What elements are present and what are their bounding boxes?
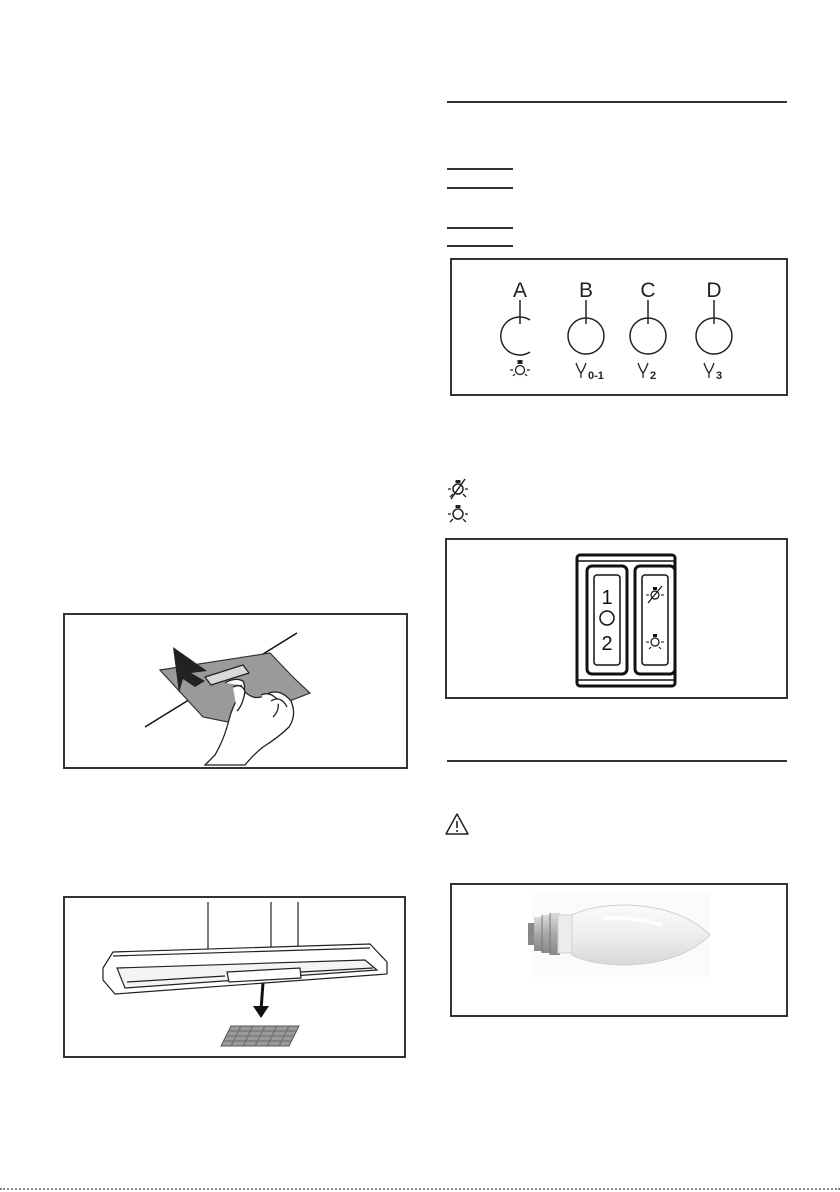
bulb-figure xyxy=(450,883,788,1017)
hood-chimney xyxy=(208,902,298,950)
button-d-letter: D xyxy=(706,279,722,302)
warning-icon xyxy=(444,812,470,836)
filter-latch-figure xyxy=(63,613,408,769)
hood-filter-removal-figure xyxy=(63,896,406,1058)
switch-panel-drawing xyxy=(447,540,786,697)
light-off-icon xyxy=(445,478,471,502)
heading-underline-3 xyxy=(447,227,513,229)
hood-body xyxy=(103,944,387,994)
page-bottom-edge xyxy=(0,1188,840,1190)
heading-underline-2 xyxy=(447,187,513,189)
section-divider-top xyxy=(447,101,787,103)
fan-icon xyxy=(576,363,586,378)
filter-latch-drawing xyxy=(65,615,406,767)
rocker-switch-speed xyxy=(587,566,627,674)
rocker-label-bottom: 2 xyxy=(601,633,613,655)
arrow-down-icon xyxy=(253,983,269,1018)
light-on-icon xyxy=(445,503,471,527)
grease-filter xyxy=(221,1026,299,1046)
hood-filter-drawing xyxy=(65,898,404,1056)
candle-bulb-drawing xyxy=(452,885,786,1015)
rocker-label-top: 1 xyxy=(601,587,613,609)
heading-underline-4 xyxy=(447,245,513,247)
fan-icon xyxy=(704,363,714,378)
button-c xyxy=(630,279,666,382)
button-b-letter: B xyxy=(578,279,594,302)
button-a-letter: A xyxy=(512,279,528,302)
control-panel-figure xyxy=(450,258,788,396)
rocker-switch-light xyxy=(635,566,675,674)
button-a xyxy=(501,279,530,376)
button-b-speed: 0-1 xyxy=(588,370,604,382)
button-d-speed: 3 xyxy=(716,370,723,382)
switch-panel-figure xyxy=(445,538,788,699)
light-icon xyxy=(510,360,530,376)
fan-icon xyxy=(638,363,648,378)
button-c-speed: 2 xyxy=(650,370,657,382)
heading-underline-1 xyxy=(447,168,513,170)
button-d xyxy=(696,279,732,382)
button-c-letter: C xyxy=(640,279,656,302)
button-b xyxy=(568,279,604,382)
control-panel-drawing xyxy=(452,260,786,394)
section-divider-bottom xyxy=(447,760,787,762)
bulb-screw-base xyxy=(534,913,560,955)
